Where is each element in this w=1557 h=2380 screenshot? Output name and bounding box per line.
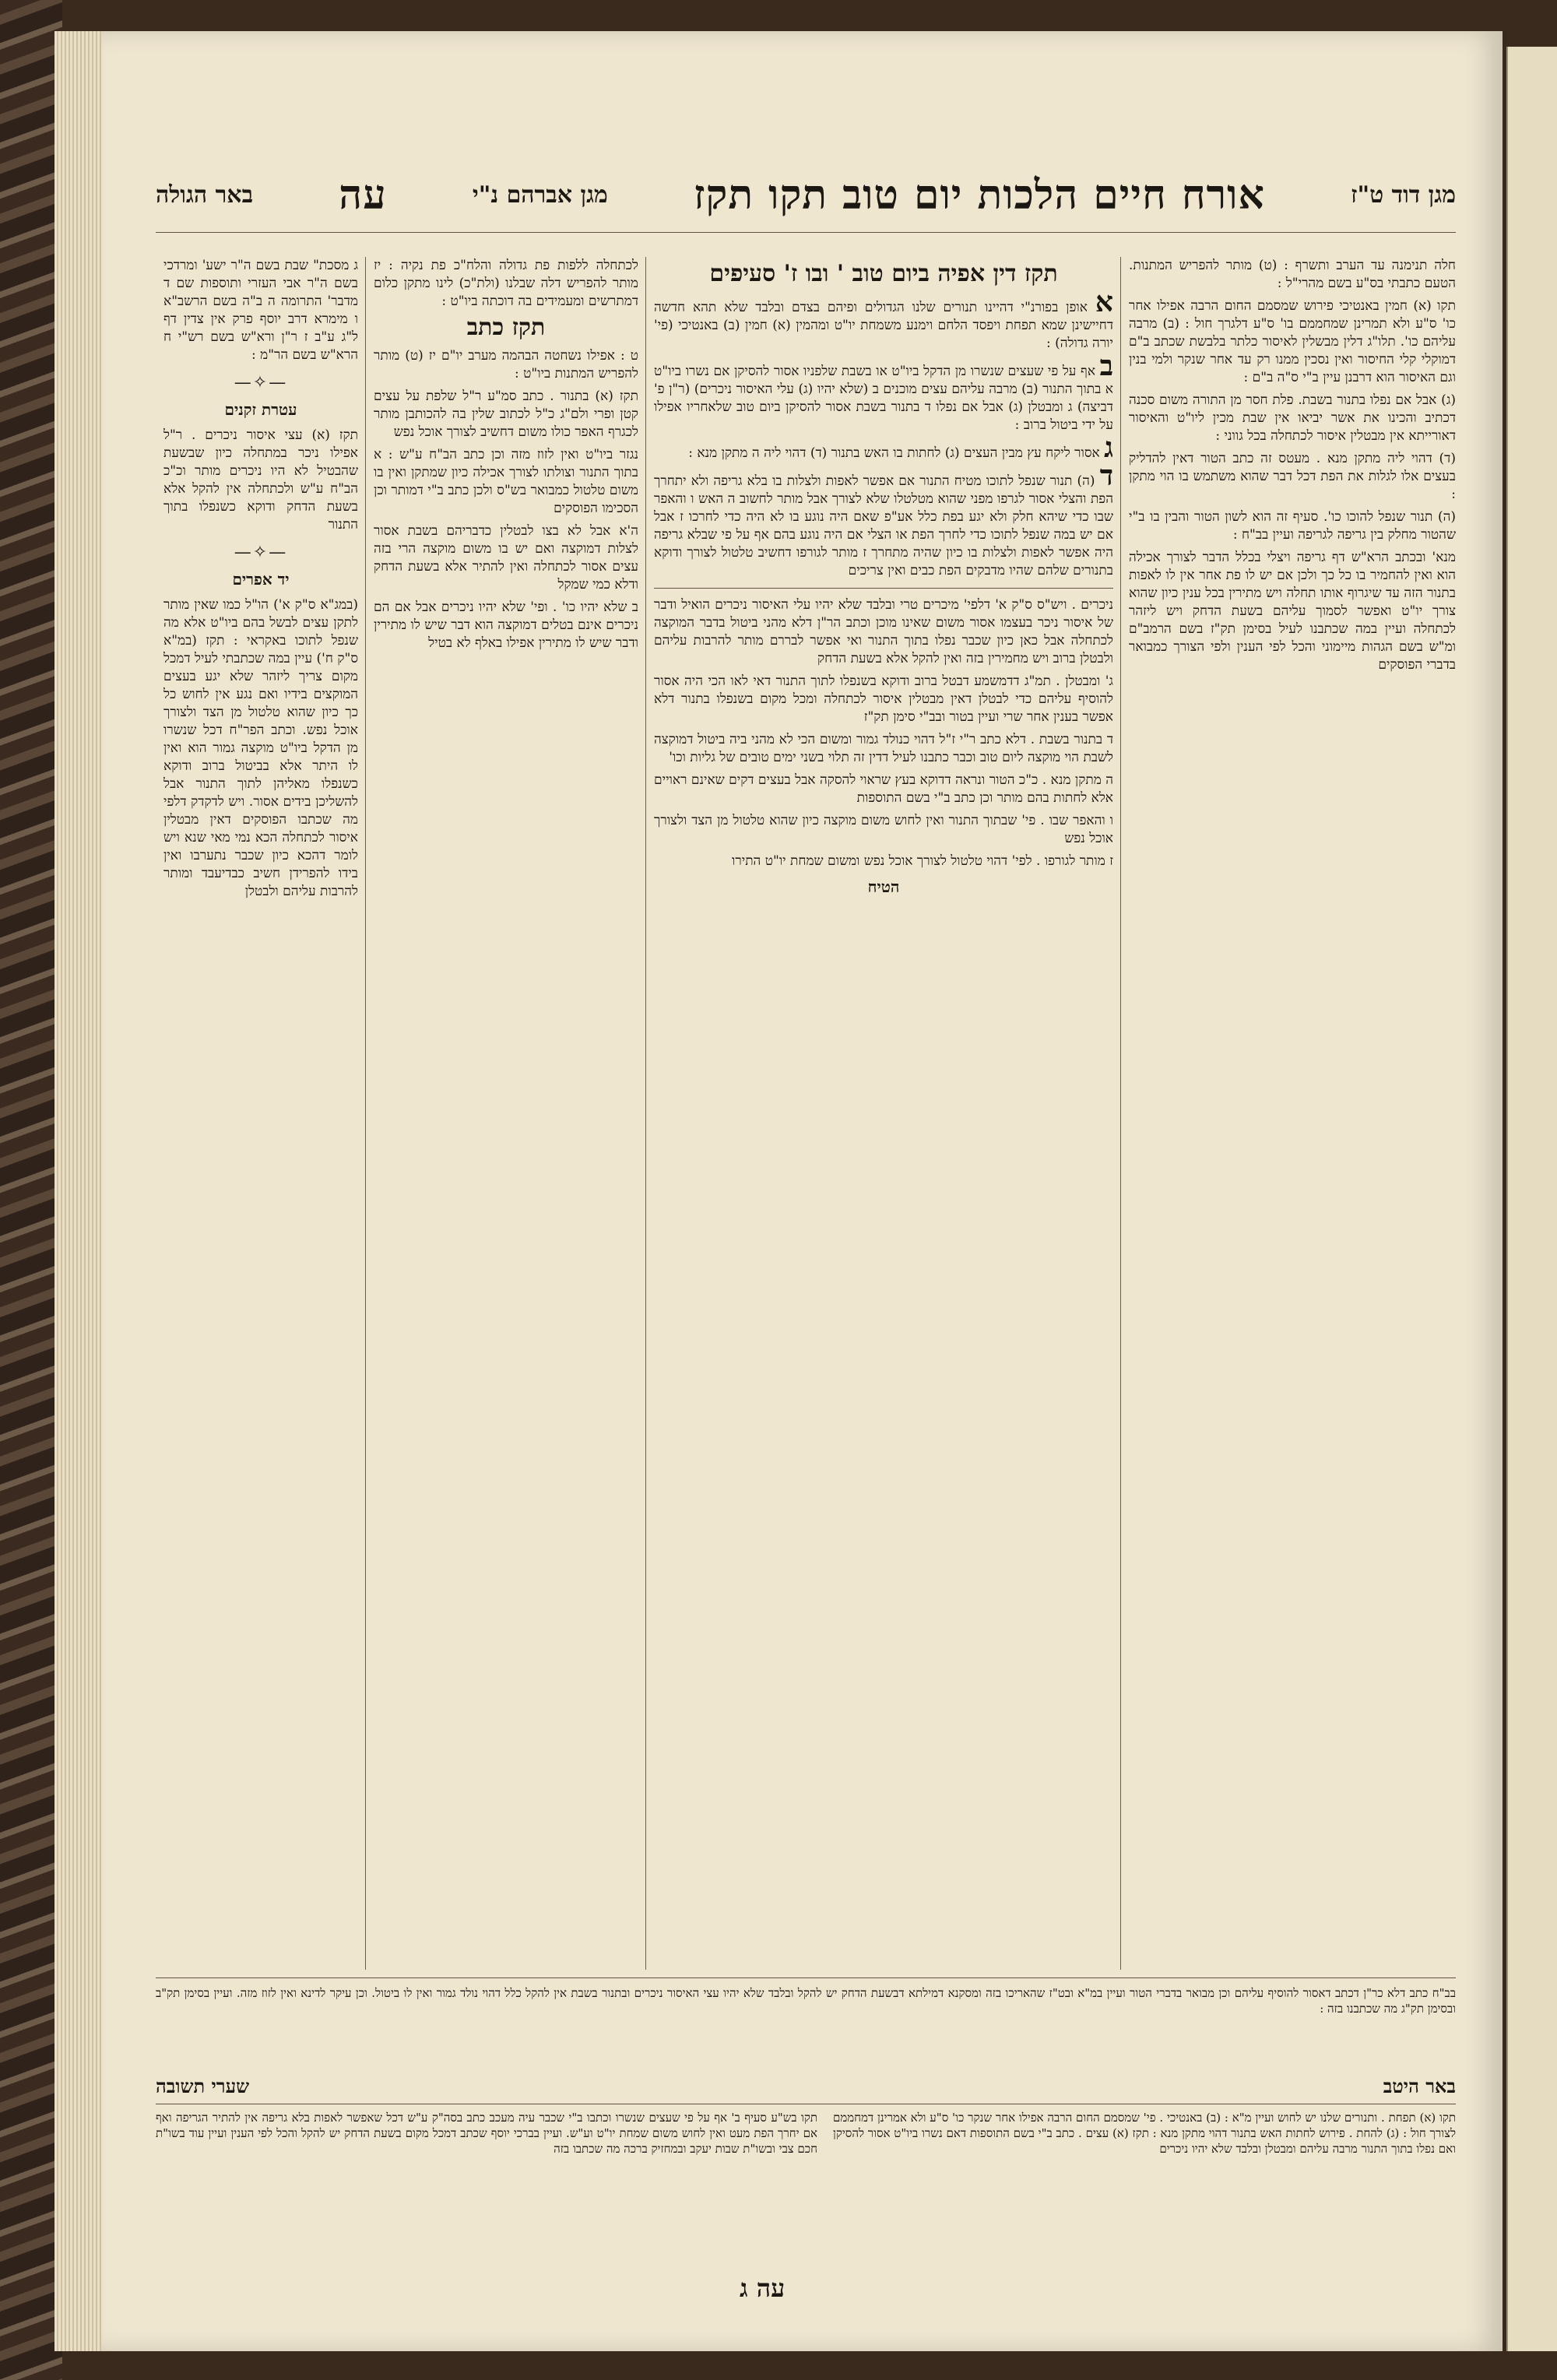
seif-letter-a: א bbox=[1095, 286, 1113, 318]
beer-heitev-text: תקו (א) תפחת . ותנורים שלנו יש לחוש ועיין מ"א : (ב) באנטיכי . פי' שמסמם החום הרבה אפילו אחר שנקר כו' ס"ע ולא אמרינן דמחממם לצורך חול : (ג) להחת . פירוש לחתות האש בתנור דהוי מתקן מנא : תקז (א) עצים . כתב ב"י בשם התוספות דאם נשרו ביו"ט אסור להסיקן ואם נפלו בתוך התנור מרבה עליהם ומבטלן ובלבד שלא יהיו ניכרים bbox=[833, 2111, 1456, 2156]
taz-paragraph: חלה תנימנה עד הערב ותשרף : (ט) מותר להפריש המתנות. הטעם כתבתי בס"ע בשם מהרי"ל : bbox=[1129, 258, 1456, 291]
header-title: אורח חיים הלכות יום טוב תקו תקז bbox=[694, 171, 1265, 219]
taz-paragraph: (ה) תנור שנפל להוכו כו'. סעיף זה הוא לשון הטור והבין בו ב"י שהטור מחלק בין גריפה לגריפה ועיין בב"ח : bbox=[1129, 509, 1456, 543]
bottom-headers bbox=[156, 2075, 1456, 2106]
header-magen-avraham: מגן אברהם נ"י bbox=[472, 181, 608, 209]
column-divider bbox=[645, 257, 646, 1970]
header-page-number: עה bbox=[339, 171, 387, 219]
seif-b bbox=[654, 350, 1113, 434]
commentary-column bbox=[374, 257, 638, 1970]
section-rule bbox=[654, 588, 1113, 589]
beer-heitev-title: באר היטב bbox=[1383, 2075, 1456, 2097]
yad-ephraim-title: יד אפרים bbox=[232, 570, 290, 589]
page-header bbox=[156, 163, 1456, 226]
column-catchword: הטיח bbox=[867, 877, 900, 896]
next-page-edge bbox=[1506, 47, 1557, 2351]
seif-letter-d: ד bbox=[1099, 459, 1113, 492]
full-width-commentary: בב"ח כתב דלא כר"ן דכתב דאסור להוסיף עליהם וכן מבואר בדברי הטור ועיין במ"א ובט"ז שהאריכו בזה ומסקנא דמילתא דבשעת הדחק יש להקל ובלבד שלא יהיו עצי האיסור ניכרים ובתנור בשבת אין להקל כלל דהוי נולד גמור ואין לו ביטול. וכן עיקר לדינא ואין לזוז מזה. ועיין בסימן תק"ב ובסימן תק"ג מה שכתבנו בזה : bbox=[156, 1986, 1456, 2016]
magen-avraham-paragraph: ה מתקן מנא . כ"כ הטור ונראה דדוקא בעץ שראוי להסקה אבל בעצים דקים שאינם ראויים אלא לחתות בהם מותר וכן כתב ב"י בשם התוספות bbox=[654, 772, 1113, 806]
seif-g bbox=[654, 431, 1113, 464]
folio-mark: עה ג bbox=[740, 2273, 786, 2303]
seif-tet: ט : אפילו נשחטה הבהמה מערב יו"ם יז (ט) מותר להפריש המתנות ביו"ט : bbox=[374, 348, 638, 381]
commentary-paragraph: ה'א אבל לא בצו לבטלין כדבריהם בשבת אסור לצלות דמוקצה ואם יש בו משום מוקצה הרי בזה עצים אסור לכתחלה ואין להתיר אלא בשעת הדחק ודלא כמי שמקל bbox=[374, 523, 638, 592]
siman-507-title: תקז כתב bbox=[466, 314, 546, 341]
magen-avraham-paragraph: ז מותר לגורפו . לפי' דהוי טלטול לצורך אוכל נפש ומשום שמחת יו"ט התירו bbox=[732, 853, 1113, 869]
shaarei-teshuvah-title: שערי תשובה bbox=[156, 2075, 250, 2097]
taz-column bbox=[1129, 257, 1456, 1970]
seif-b-text: אף על פי שעצים שנשרו מן הדקל ביו"ט או בשבת שלפניו אסור להסיקן אם נשרו ביו"ט א בתוך התנור (ב) מרבה עליהם עצים מוכנים ב (שלא יהיו (ג) עלי האיסור ניכרים) (ר"ן פ' דביצה) ג ומבטלן (ג) אבל אם נפלו ד בתנור בשבת אסור להסיקן ביום טוב שלאחריו אפילו על ידי ביטול ברוב : bbox=[654, 364, 1113, 433]
taz-paragraph: (ד) דהוי ליה מתקן מנא . מעטס זה כתב הטור דאין להדליק בעצים אלו לגלות את הפת דכל דבר שהוא משתמש בו הוי מתקן : bbox=[1129, 451, 1456, 502]
commentary-paragraph: ב שלא יהיו כו' . ופי' שלא יהיו ניכרים אבל אם הם ניכרים אינם בטלים דמוקצה הוא דבר שיש לו מתירין ודבר שיש לו מתירין אפילו באלף לא בטיל bbox=[374, 599, 638, 651]
header-magen-david: מגן דוד ט"ז bbox=[1351, 181, 1456, 209]
ornament-divider: —✧— bbox=[234, 543, 288, 562]
taz-paragraph: תקו (א) חמין באנטיכי פירוש שמסמם החום הרבה אפילו אחר כו' ס"ע ולא תמרינן שמחממם בו' ס"ע דלגרך חול : (ב) מרבה עליהם כו'. תלו"ג דלין מבשלין לאיסור כלתר בלבשת שכתב ב"ם דמוקלי קלי החיסור ואין נסכין ממנו רק עד אחר שנקר ולמי בנין וגם האיסור הוא דרבנן עיין ב"י ס"ה ב"ם : bbox=[1129, 298, 1456, 385]
book-cover-edge bbox=[0, 0, 62, 2380]
beer-hagolah-column bbox=[163, 257, 358, 1970]
seif-letter-g: ג bbox=[1104, 431, 1113, 464]
seif-d bbox=[654, 459, 1113, 580]
seif-d-text: (ה) תנור שנפל לתוכו מטיח התנור אם אפשר לאפות ולצלות בו בלא גריפה ולא יתחרך הפת והצלי אסור לגרפו מפני שהוא מטלטלו שלא לצורך אבל מותר לחשוב ה האש ו והאפר שבו כדי שיהא חלק ולא יגע בפת כלל אע"פ שאם היה נוגע בו לא היה כדי לחרכו ז אבל אם יש במה שנפל לתוכו כדי לחרך הפת או הצלי אם היה נוגע בהם אף על פי שבלא גריפה היה אפשר לאפות ולצלות בו כיון שהיה מתחרך ז מותר לגורפו דחשיב טלטול לצורך ודוקא בתנורים שלהם שהיו מדבקים הפת כבים ואין צריכים bbox=[654, 473, 1113, 578]
seif-a bbox=[654, 286, 1113, 353]
yad-ephraim-text: (במג"א ס"ק א') הו"ל כמו שאין מותר לתקן עצים לבשל בהם ביו"ט אלא מה שנפל לתוכו באקראי : תקז (במ"א ס"ק ח') עיין במה שכתבתי לעיל דמכל מקום צריך ליזהר שלא יגע בעצים המוקצים בידיו ואם נגע אין לחוש כל כך כיון שהוא טלטול מן הצד ולצורך אוכל נפש. וכתב הפר"ח דכל שנשרו מן הדקל ביו"ט מוקצה גמור הוא ואין לו היתר אלא בביטול ברוב ודוקא כשנפלו מאליהן לתוך התנור אבל להשליכן בידים אסור. ויש לדקדק דלפי מה שכתבו הפוסקים דאין מבטלין איסור לכתחלה הכא נמי מאי שנא ויש לומר דהכא כיון שכבר נתערבו ואין בידו להפרידן חשיב כבדיעבד ומותר להרבות עליהם ולבטלן bbox=[163, 597, 358, 899]
taz-paragraph: מנא' ובכתב הרא"ש דף גריפה ויצלי בכלל הדבר לצורך אכילה הוא ואין להחמיר בו כל כך ולכן אם יש לו פת אחר אין לו לאפות בתנור הזה עד שיגרוף אותו תחלה ויש מתירין בכל ענין כיון שהוא צורך יו"ט ואפשר לסמוך עליהם בשעת הדחק ויש ליזהר לכתחלה ועיין במה שכתבנו לעיל בסימן תק"ז בשם הרמב"ם ומ"ש בשם הגהות מיימוני והכל לפי הענין ולפי הצורך כמבואר בדברי הפוסקים bbox=[1129, 550, 1456, 673]
magen-avraham-paragraph: ו והאפר שבו . פי' שבתוך התנור ואין לחוש משום מוקצה כיון שהוא טלטול מן הצד ולצורך אוכל נפש bbox=[654, 813, 1113, 846]
main-text-column bbox=[654, 257, 1113, 1970]
ornament-divider: —✧— bbox=[234, 373, 288, 392]
seif-g-text: אסור ליקח עץ מבין העצים (ג) לחתות בו האש בתנור (ד) דהוי ליה ה מתקן מנא : bbox=[688, 445, 1100, 461]
siman-title: תקז דין אפיה ביום טוב ' ובו ז' סעיפים bbox=[709, 260, 1058, 287]
magen-avraham-paragraph: ד בתנור בשבת . דלא כתב ר"י ז"ל דהוי כנולד גמור ומשום הכי לא מהני ביה ביטול דמוקצה לשבת הוי מוקצה ליום טוב וכבר כתבנו לעיל דדין זה תלוי בשני ימים טובים של גליות וכו' bbox=[654, 732, 1113, 765]
section-rule bbox=[156, 1977, 1456, 1978]
magen-avraham-paragraph: ניכרים . ויש"ס ס"ק א' דלפי' מיכרים טרי ובלבד שלא יהיו עלי האיסור ניכרים הואיל ודבר של איסור ניכר בעצמו אסור משום שאינו מוכן וכתב הר"ן דלא מהני ביטול בדבר המוקצה לכתחלה אבל כאן כיון שכבר נפלו בתוך התנור ואי אפשר לבררם מותר להרבות עליהם ולבטלן ברוב ויש מחמירין בזה ואין להקל אלא בשעת הדחק bbox=[654, 597, 1113, 666]
column-divider bbox=[365, 257, 366, 1970]
seif-a-text: אופן בפורנ"י דהיינו תנורים שלנו הגדולים ופיהם בצדם ובלבד שלא תהא חדשה דחיישינן שמא תפחת ויפסד הלחם וימנע משמחת יו"ט ומהמין (א) חמין (ב) באנטיכי (פי' יורה גדולה) : bbox=[654, 300, 1113, 351]
beer-hagolah-text: ג מסכת" שבת בשם ה"ר ישע' ומרדכי בשם ה"ר אבי העזרי ותוספות שם ד מדבר' התרומה ה ב"ה בשם הרשב"א ו מימרא דרב יוסף פרק אין צדין דף ל"ג ע"ב ז ר"ן ורא"ש בשם רש"י ח הרא"ש בשם הר"מ : bbox=[163, 258, 358, 363]
column-divider bbox=[1120, 257, 1121, 1970]
commentary-paragraph: נגזר ביו"ט ואין לזוז מזה וכן כתב הב"ח ע"ש : א בתוך התנור וצולתו לצורך אכילה כיון שמתקן ואין בו משום טלטול כמבואר בש"ס ולכן כתב ב"י דמותר וכן הסכימו הפוסקים bbox=[374, 447, 638, 516]
commentary-top: לכתחלה ללפות פת גדולה והלח"כ פת נקיה : יז מותר להפריש דלה שבלנו (ולת"כ) לינו מתקן כלום דמתרשים ומעמידים בה דוכתה ביו"ט : bbox=[374, 258, 638, 309]
header-beer-hagolah: באר הגולה bbox=[156, 181, 254, 209]
magen-avraham-paragraph: ג' ומבטלן . תמ"ג דדמשמע דבטל ברוב ודוקא בשנפלו לתוך התנור דאי לאו הכי היה אסור להוסיף עליהם כדי לבטלן דאין מבטלין איסור לכתחלה ומכל מקום בשנפלו בתנור דלא אפשר בענין אחר שרי ועיין בטור ובב"י סימן תק"ז bbox=[654, 673, 1113, 725]
taz-paragraph: (ג) אבל אם נפלו בתנור בשבת. פלת חסר מן התורה משום סכנה דכתיב והכינו את אשר יביאו אין שבת מכין ליו"ט והאיסור דאורייתא אין מבטלין איסור לכתחלה בכל גווני : bbox=[1129, 392, 1456, 444]
ateret-zekenim-text: תקז (א) עצי איסור ניכרים . ר"ל אפילו ניכר במתחלה כיון שבשעת שהבטיל לא היו ניכרים מותר וכ"כ הב"ח ע"ש ולכתחלה אין להקל אלא בשעת הדחק ודוקא כשנפלו בתוך התנור bbox=[163, 427, 358, 533]
header-rule bbox=[156, 232, 1456, 233]
ateret-zekenim-title: עטרת זקנים bbox=[224, 400, 297, 419]
commentary-paragraph: תקז (א) בתנור . כתב סמ"ע ר"ל שלפת על עצים קטן ופרי ולם"ג כ"ל לכתוב שלין בה להכותבן מותר לכגרף האפר כולו משום דחשיב לצורך אוכל נפש bbox=[374, 388, 638, 440]
shaarei-teshuvah-text: תקו בש"ע סעיף ב' אף על פי שעצים שנשרו וכתבו ב"י שכבר עיה מעכב כתב בסה"ק ע"ש דכל שאפשר לאפות בלא גריפה אין להתיר הגריפה ואף אם יחרך הפת מעט ואין לחוש משום שמחת יו"ט וע"ש. ועיין בברכי יוסף שכתב דמכל מקום בשעת הדחק יש להקל והכל לפי הענין ועיין עוד בשו"ת חכם צבי ובשו"ת שבות יעקב ובמחזיק ברכה מה שכתבו בזה bbox=[156, 2111, 817, 2156]
book-page bbox=[101, 31, 1503, 2351]
seif-letter-b: ב bbox=[1099, 350, 1113, 382]
